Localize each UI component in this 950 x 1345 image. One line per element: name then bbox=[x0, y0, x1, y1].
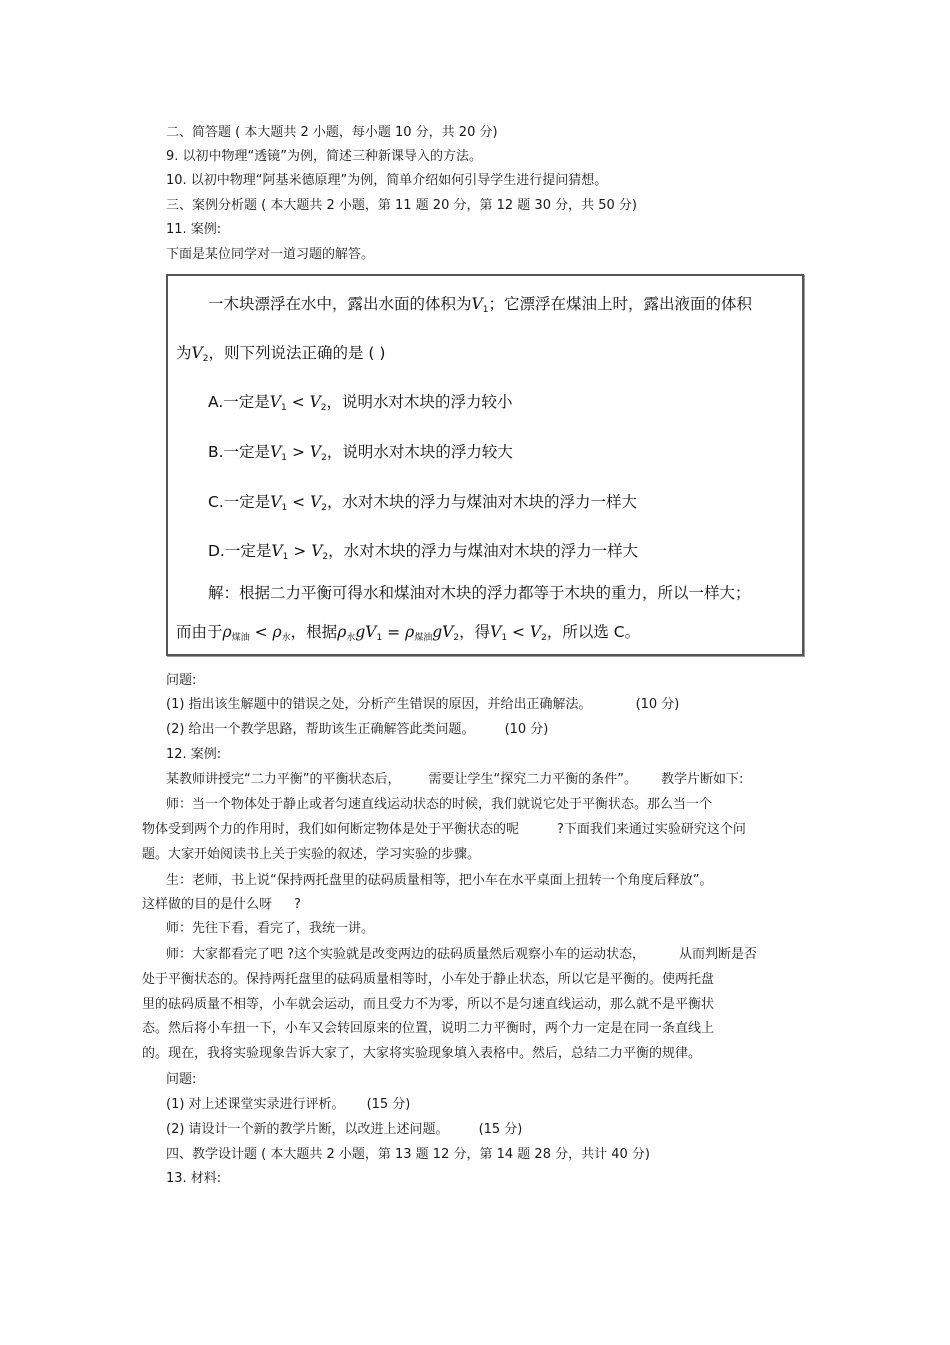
question-11-label: 11. 案例: bbox=[166, 222, 222, 237]
rho-symbol: ρ bbox=[337, 623, 347, 641]
dialogue-text: 物体受到两个力的作用时，我们如何断定物体是处于平衡状态的呢 bbox=[142, 822, 520, 837]
intro-text: 教学片断如下: bbox=[660, 772, 744, 787]
section-3-heading: 三、案例分析题 ( 本大题共 2 小题，第 11 题 20 分，第 12 题 30 分，共 50 分) bbox=[166, 198, 637, 213]
less-than: < bbox=[292, 493, 306, 511]
solution-line-2 bbox=[176, 621, 640, 649]
dialogue-line: 师：先往下看，看完了，我统一讲。 bbox=[166, 921, 375, 936]
sub-water: 水 bbox=[346, 633, 356, 643]
question-11-sub-2 bbox=[166, 721, 548, 739]
var-v: V bbox=[270, 443, 282, 461]
less-than: < bbox=[511, 623, 525, 641]
dialogue-line bbox=[166, 946, 757, 964]
option-b bbox=[208, 441, 513, 469]
var-v: V bbox=[309, 443, 322, 461]
problem-text: 一木块漂浮在水中，露出水面的体积为 bbox=[208, 295, 472, 313]
option-a bbox=[208, 391, 513, 419]
solution-text: ，根据 bbox=[290, 623, 338, 641]
question-12-sub-2 bbox=[166, 1121, 522, 1139]
solution-text: 而由于 bbox=[176, 623, 223, 641]
option-text: ，水对木块的浮力与煤油对木块的浮力一样大 bbox=[327, 493, 638, 511]
rho-symbol: ρ bbox=[272, 623, 282, 641]
option-text: ，说明水对木块的浮力较大 bbox=[326, 443, 513, 461]
sub-2: 2 bbox=[322, 552, 329, 562]
intro-text: 某教师讲授完“二力平衡”的平衡状态后， bbox=[166, 772, 401, 787]
section-4-heading: 四、教学设计题 ( 本大题共 2 小题，第 13 题 12 分，第 14 题 28 分，共计 40 分) bbox=[166, 1147, 650, 1162]
option-text: ，说明水对木块的浮力较小 bbox=[326, 393, 513, 411]
dialogue-text: 从而判断是否 bbox=[679, 947, 758, 962]
problem-text: ；它漂浮在煤油上时，露出液面的体积 bbox=[488, 295, 752, 313]
sub-2: 2 bbox=[541, 633, 547, 643]
question-12-label: 12. 案例: bbox=[166, 747, 222, 762]
problem-line-1 bbox=[208, 293, 752, 321]
var-v: V bbox=[310, 493, 322, 511]
sub-1: 1 bbox=[482, 305, 489, 315]
var-v: V bbox=[311, 542, 323, 560]
intro-text: 需要让学生“探究二力平衡的条件”。 bbox=[428, 772, 637, 787]
sub-kerosene: 煤油 bbox=[231, 633, 250, 643]
option-label: D.一定是 bbox=[208, 542, 272, 560]
var-v: V bbox=[471, 295, 483, 313]
problem-text: ，则下列说法正确的是 ( ) bbox=[208, 344, 386, 362]
var-v: V bbox=[442, 623, 454, 641]
problem-line-2 bbox=[176, 342, 385, 370]
sub-question-text: (1) 对上述课堂实录进行评析。 bbox=[166, 1097, 345, 1112]
var-v: V bbox=[191, 344, 203, 362]
question-11-intro: 下面是某位同学对一道习题的解答。 bbox=[166, 247, 375, 262]
problem-box bbox=[166, 274, 804, 656]
score: (15 分) bbox=[478, 1122, 523, 1137]
equals: = bbox=[387, 623, 401, 641]
sub-2: 2 bbox=[321, 453, 327, 463]
question-12-sub-1 bbox=[166, 1096, 410, 1114]
option-text: ，水对木块的浮力与煤油对木块的浮力一样大 bbox=[328, 542, 639, 560]
sub-water: 水 bbox=[281, 633, 291, 643]
score: (10 分) bbox=[635, 697, 680, 712]
sub-1: 1 bbox=[376, 633, 383, 643]
var-g: g bbox=[432, 623, 443, 641]
sub-2: 2 bbox=[202, 354, 209, 364]
dialogue-line bbox=[142, 896, 301, 914]
score: (10 分) bbox=[504, 722, 549, 737]
sub-1: 1 bbox=[282, 552, 289, 562]
option-label: B.一定是 bbox=[208, 443, 271, 461]
question-11-problem-label: 问题: bbox=[166, 673, 197, 688]
sub-2: 2 bbox=[321, 503, 327, 513]
rho-symbol: ρ bbox=[222, 623, 232, 641]
section-2-heading: 二、简答题 ( 本大题共 2 小题，每小题 10 分，共 20 分) bbox=[166, 125, 498, 140]
question-12-problem-label: 问题: bbox=[166, 1072, 197, 1087]
rho-symbol: ρ bbox=[405, 623, 415, 641]
greater-than: > bbox=[293, 542, 307, 560]
sub-question-text: (2) 请设计一个新的教学片断，以改进上述问题。 bbox=[166, 1122, 449, 1137]
solution-text: 解：根据二力平衡可得水和煤油对木块的浮力都等于木块的重力，所以一样大； bbox=[208, 584, 751, 602]
problem-text: 为 bbox=[176, 344, 192, 362]
option-d bbox=[208, 540, 638, 568]
greater-than: > bbox=[291, 443, 305, 461]
dialogue-line: 里的砝码质量不相等，小车就会运动，而且受力不为零，所以不是匀速直线运动，那么就不是平衡状 bbox=[142, 997, 715, 1012]
solution-text: ，所以选 C。 bbox=[546, 623, 641, 641]
dialogue-text: ?下面我们来通过实验研究这个问 bbox=[557, 822, 746, 837]
less-than: < bbox=[254, 623, 268, 641]
sub-2: 2 bbox=[320, 403, 327, 413]
question-13-label: 13. 材料: bbox=[166, 1171, 222, 1186]
dialogue-text: 师：大家都看完了吧 ?这个实验就是改变两边的砝码质量然后观察小车的运动状态， bbox=[166, 947, 646, 962]
var-v: V bbox=[529, 623, 542, 641]
var-v: V bbox=[490, 623, 502, 641]
dialogue-text: 这样做的目的是什么呀 bbox=[142, 897, 273, 912]
option-label: A.一定是 bbox=[208, 393, 270, 411]
var-v: V bbox=[271, 542, 283, 560]
dialogue-line: 题。大家开始阅读书上关于实验的叙述，学习实验的步骤。 bbox=[142, 847, 481, 862]
question-11-sub-1 bbox=[166, 696, 679, 714]
var-v: V bbox=[270, 493, 282, 511]
question-12-intro bbox=[166, 771, 743, 789]
sub-1: 1 bbox=[281, 453, 287, 463]
sub-1: 1 bbox=[501, 633, 508, 643]
var-v: V bbox=[309, 393, 321, 411]
sub-kerosene: 煤油 bbox=[414, 633, 433, 643]
dialogue-line: 的。现在，我将实验现象告诉大家了，大家将实验现象填入表格中。然后，总结二力平衡的规律。 bbox=[142, 1046, 702, 1061]
question-10: 10. 以初中物理“阿基米德原理”为例，简单介绍如何引导学生进行提问猜想。 bbox=[166, 173, 608, 188]
dialogue-line: 师：当一个物体处于静止或者匀速直线运动状态的时候，我们就说它处于平衡状态。那么当一个 bbox=[166, 797, 713, 812]
question-9: 9. 以初中物理“透镜”为例，简述三种新课导入的方法。 bbox=[166, 149, 483, 164]
solution-text: ，得 bbox=[459, 623, 491, 641]
dialogue-line bbox=[142, 821, 746, 839]
var-v: V bbox=[269, 393, 281, 411]
dialogue-text: ? bbox=[294, 897, 301, 912]
sub-question-text: (2) 给出一个教学思路，帮助该生正确解答此类问题。 bbox=[166, 722, 475, 737]
sub-question-text: (1) 指出该生解题中的错误之处，分析产生错误的原因，并给出正确解法。 bbox=[166, 697, 592, 712]
option-label: C.一定是 bbox=[208, 493, 271, 511]
dialogue-line: 处于平衡状态的。保持两托盘里的砝码质量相等时，小车处于静止状态，所以它是平衡的。使两托盘 bbox=[142, 972, 715, 987]
less-than: < bbox=[291, 393, 305, 411]
dialogue-line: 生：老师，书上说“保持两托盘里的砝码质量相等，把小车在水平桌面上扭转一个角度后释放”。 bbox=[166, 873, 713, 888]
solution-line-1 bbox=[208, 582, 751, 604]
var-g: g bbox=[355, 623, 366, 641]
sub-2: 2 bbox=[453, 633, 460, 643]
var-v: V bbox=[365, 623, 377, 641]
option-c bbox=[208, 491, 637, 519]
sub-1: 1 bbox=[280, 403, 287, 413]
dialogue-line: 态。然后将小车扭一下，小车又会转回原来的位置，说明二力平衡时，两个力一定是在同一条直线上 bbox=[142, 1021, 715, 1036]
score: (15 分) bbox=[366, 1097, 411, 1112]
sub-1: 1 bbox=[281, 503, 288, 513]
